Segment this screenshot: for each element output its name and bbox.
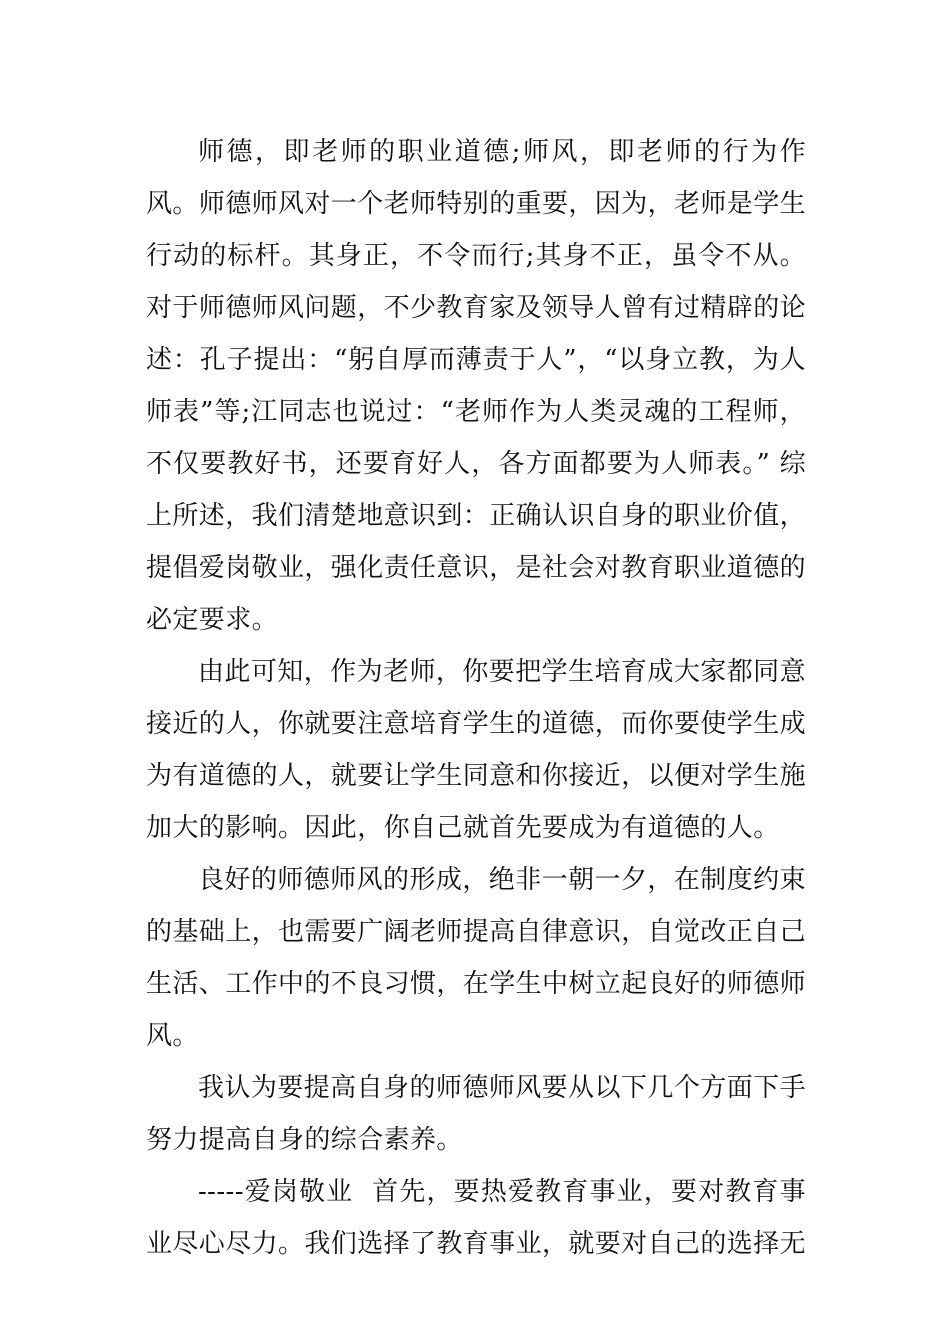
paragraph-4: 我认为要提高自身的师德师风要从以下几个方面下手努力提高自身的综合素养。 <box>146 1073 806 1155</box>
paragraph-5: -----爱岗敬业 首先，要热爱教育事业，要对教育事业尽心尽力。我们选择了教育事业，就要对自己的选择无 <box>146 1177 807 1259</box>
paragraph-1: 师德，即老师的职业道德;师风，即老师的行为作风。师德师风对一个老师特别的重要，因为，老师是学生行动的标杆。其身正，不令而行;其身不正，虽令不从。对于师德师风问题，不少教育家及领导人曾有过精辟的论述：孔子提出：“躬自厚而薄责于人”，“以身立教，为人师表”等;江同志也说过：“老师作为人类灵魂的工程师，不仅要教好书，还要育好人，各方面都要为人师表。” 综上所述，我们清楚地意识到：正确认识自身的职业价值，提倡爱岗敬业，强化责任意识，是社会对教育职业道德的必定要求。 <box>146 137 807 635</box>
document-body <box>146 126 806 1270</box>
paragraph-2: 由此可知，作为老师，你要把学生培育成大家都同意接近的人，你就要注意培育学生的道德，而你要使学生成为有道德的人，就要让学生同意和你接近，以便对学生施加大的影响。因此，你自己就首先要成为有道德的人。 <box>146 657 807 843</box>
paragraph-3: 良好的师德师风的形成，绝非一朝一夕，在制度约束的基础上，也需要广阔老师提高自律意识，自觉改正自己生活、工作中的不良习惯，在学生中树立起良好的师德师风。 <box>146 865 807 1051</box>
